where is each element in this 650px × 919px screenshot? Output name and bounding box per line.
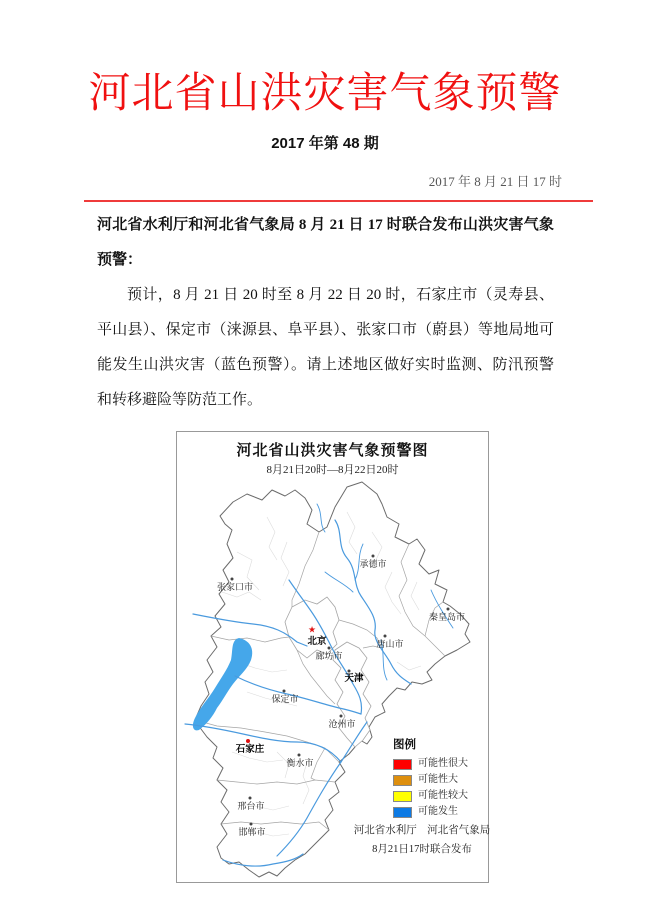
legend-label-blue: 可能发生: [418, 806, 458, 818]
city-marker-xingtai: [249, 797, 252, 800]
map-subtitle: 8月21日20时—8月22日20时: [266, 464, 399, 477]
city-label-zhangjiakou: 张家口市: [216, 582, 254, 593]
announcement-header: 河北省水利厅和河北省气象局 8 月 21 日 17 时联合发布山洪灾害气象预警：: [97, 217, 554, 269]
map-issuer-note: [337, 821, 507, 859]
legend-label-orange: 可能性大: [418, 774, 458, 786]
city-marker-langfang: [328, 647, 331, 650]
city-marker-chengde: [372, 555, 375, 558]
map-issuer-line1: 河北省水利厅 河北省气象局: [353, 825, 491, 837]
city-label-handan: 邯郸市: [238, 827, 266, 838]
map-title: 河北省山洪灾害气象预警图: [236, 443, 429, 460]
legend-item-blue: [393, 804, 468, 820]
city-label-chengde: 承德市: [359, 559, 387, 570]
issue-date: 2017 年 8 月 21 日 17 时: [428, 174, 562, 190]
city-label-langfang: 廊坊市: [315, 651, 343, 662]
legend-swatch-red: [393, 759, 412, 770]
legend-title: 图例: [393, 739, 416, 752]
beijing-star-icon: ★: [307, 625, 317, 636]
legend-item-red: [393, 756, 468, 772]
legend-label-red: 可能性很大: [418, 758, 468, 770]
city-marker-handan: [250, 823, 253, 826]
city-marker-baoding: [283, 690, 286, 693]
city-label-shijiazhuang: 石家庄: [235, 745, 265, 756]
legend-swatch-blue: [393, 807, 412, 818]
red-divider-line: [84, 200, 593, 202]
city-label-tangshan: 唐山市: [376, 639, 404, 650]
city-label-beijing: 北京: [307, 637, 327, 648]
city-label-baoding: 保定市: [271, 694, 299, 705]
warning-map: [176, 431, 489, 883]
legend-swatch-yellow: [393, 791, 412, 802]
city-label-cangzhou: 沧州市: [328, 719, 356, 730]
city-label-tianjin: 天津: [344, 674, 364, 685]
city-marker-hengshui: [298, 754, 301, 757]
city-marker-zhangjiakou: [231, 578, 234, 581]
legend-item-yellow: [393, 788, 468, 804]
body-text: [97, 208, 554, 418]
map-issuer-line2: 8月21日17时联合发布: [372, 844, 472, 856]
city-marker-qinhuangdao: [447, 608, 450, 611]
shijiazhuang-capital-dot: [246, 739, 250, 743]
city-marker-cangzhou: [340, 715, 343, 718]
city-label-xingtai: 邢台市: [237, 801, 265, 812]
city-label-hengshui: 衡水市: [286, 758, 314, 769]
announcement-paragraph: 预计，8 月 21 日 20 时至 8 月 22 日 20 时，石家庄市（灵寿县、平山县）、保定市（涞源县、阜平县）、张家口市（蔚县）等地局地可能发生山洪灾害（蓝色预警）。请上述地区做好实时监测、防汛预警和转移避险等防范工作。: [97, 287, 554, 409]
legend-item-orange: [393, 772, 468, 788]
city-label-qinhuangdao: 秦皇岛市: [428, 612, 466, 623]
document-title: 河北省山洪灾害气象预警: [88, 71, 562, 117]
issue-number: 2017 年第 48 期: [271, 135, 379, 153]
city-marker-tangshan: [384, 635, 387, 638]
legend-swatch-orange: [393, 775, 412, 786]
city-marker-tianjin: [348, 670, 351, 673]
legend-label-yellow: 可能性较大: [418, 790, 468, 802]
map-legend: [393, 736, 468, 820]
